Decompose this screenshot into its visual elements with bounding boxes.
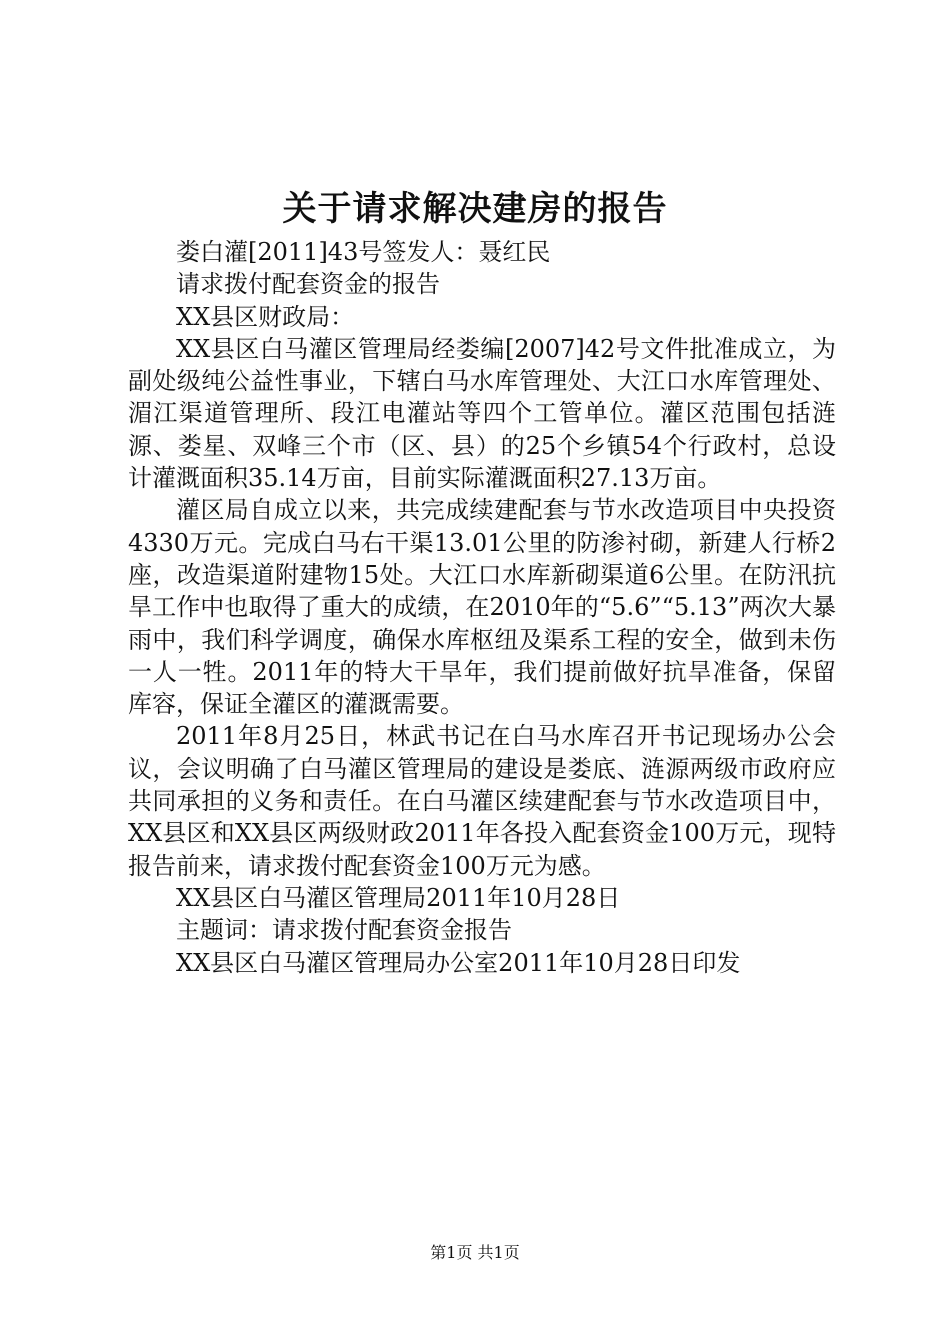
- document-body: [128, 236, 836, 979]
- page-number-footer: 第1页 共1页: [430, 1243, 520, 1262]
- paragraph-achievements: 灌区局自成立以来，共完成续建配套与节水改造项目中央投资4330万元。完成白马右干渠13.01公里的防渗衬砌，新建人行桥2座，改造渠道附建物15处。大江口水库新砌渠道6公里。在防汛抗旱工作中也取得了重大的成绩，在2010年的“5.6”“5.13”两次大暴雨中，我们科学调度，确保水库枢纽及渠系工程的安全，做到未伤一人一牲。2011年的特大干旱年，我们提前做好抗旱准备，保留库容，保证全灌区的灌溉需要。: [128, 496, 836, 719]
- recipient-line: XX县区财政局：: [176, 302, 355, 331]
- document-number-line: 娄白灌[2011]43号签发人：聂红民: [176, 238, 551, 266]
- signature-date-line: XX县区白马灌区管理局2011年10月28日: [176, 883, 621, 912]
- keywords-line: 主题词：请求拨付配套资金报告: [176, 916, 512, 945]
- document-title: 关于请求解决建房的报告: [282, 189, 668, 229]
- report-subject-line: 请求拨付配套资金的报告: [176, 270, 440, 299]
- paragraph-background: XX县区白马灌区管理局经娄编[2007]42号文件批准成立，为副处级纯公益性事业，下辖白马水库管理处、大江口水库管理处、湄江渠道管理所、段江电灌站等四个工管单位。灌区范围包括涟源、娄星、双峰三个市（区、县）的25个乡镇54个行政村，总设计灌溉面积35.14万亩，目前实际灌溉面积27.13万亩。: [128, 334, 836, 493]
- issuer-line: XX县区白马灌区管理局办公室2011年10月28日印发: [176, 948, 741, 977]
- paragraph-request: 2011年8月25日，林武书记在白马水库召开书记现场办公会议，会议明确了白马灌区管理局的建设是娄底、涟源两级市政府应共同承担的义务和责任。在白马灌区续建配套与节水改造项目中，XX县区和XX县区两级财政2011年各投入配套资金100万元，现特报告前来，请求拨付配套资金100万元为感。: [128, 722, 836, 880]
